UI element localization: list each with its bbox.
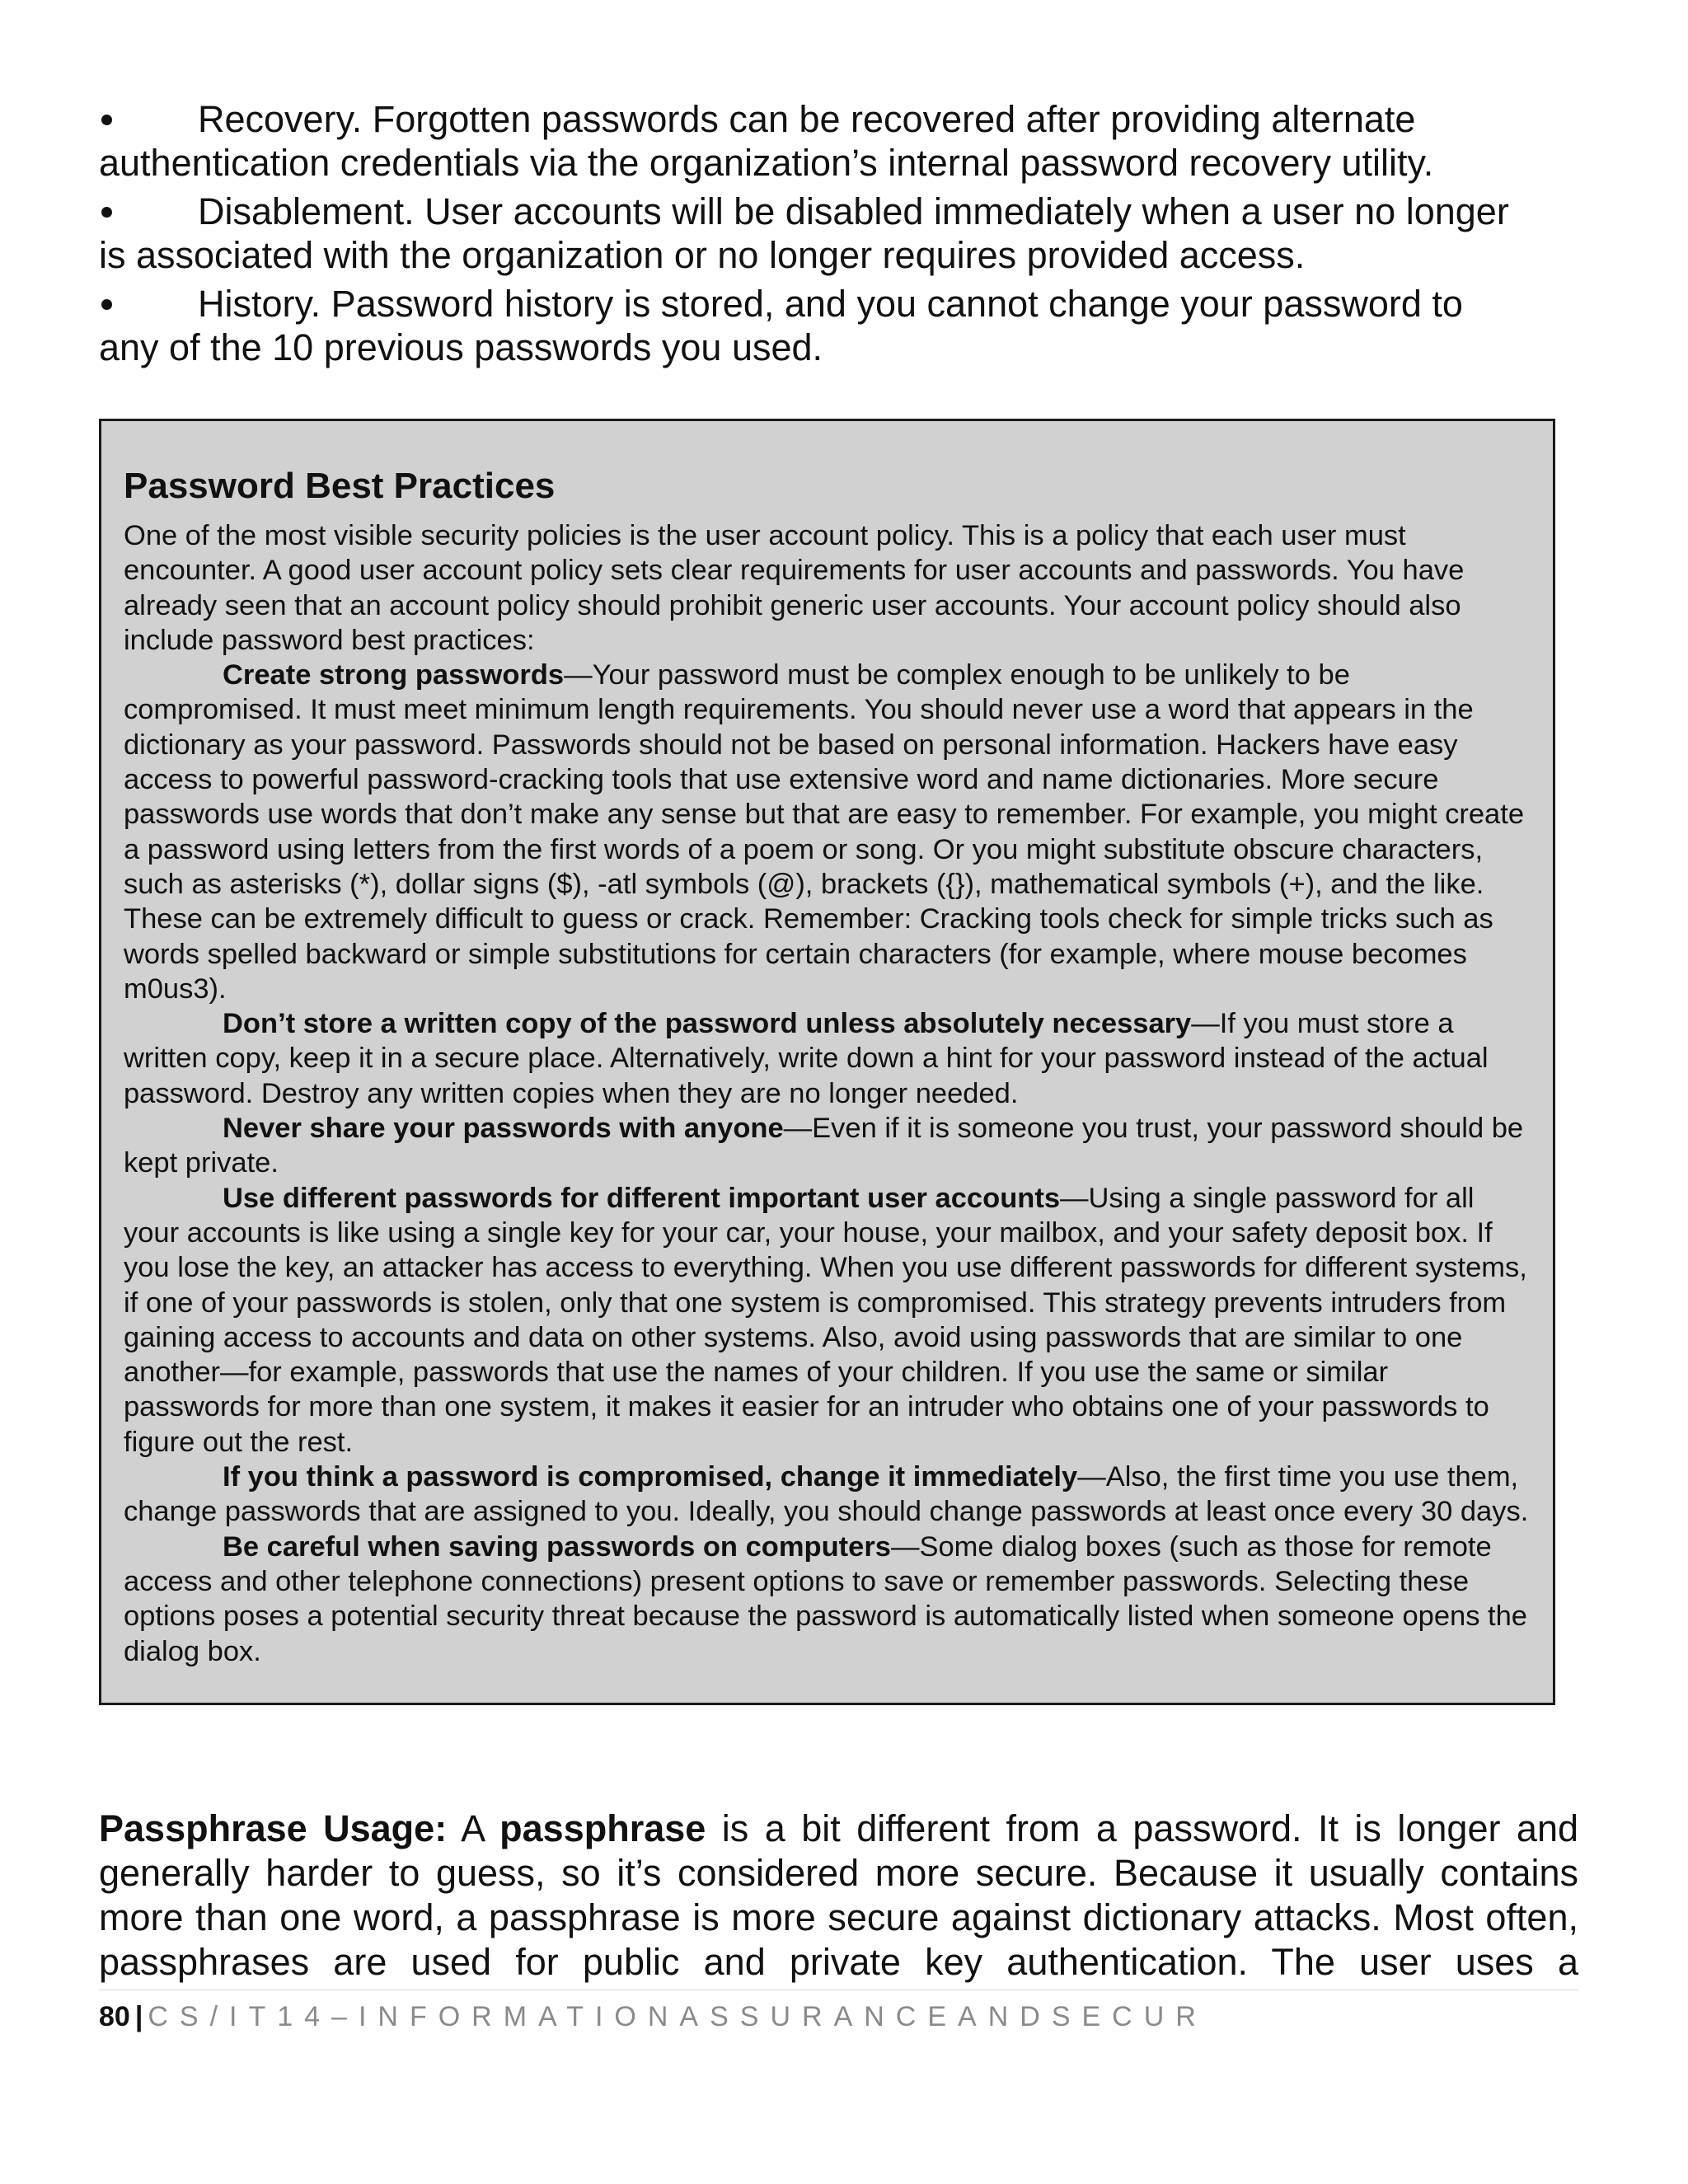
bullet-text: History. Password history is stored, and you cannot change your password to [198,283,1463,325]
practice-item [124,1111,1531,1181]
course-title: CS/IT14–INFORMATIONASSURANCEANDSECUR [148,2001,1207,2032]
list-item [99,97,1582,185]
bullet-icon [99,282,198,326]
bullet-text-continuation: is associated with the organization or no longer requires provided access. [99,234,1306,276]
practice-heading: If you think a password is compromised, change it immediately [223,1461,1078,1493]
practice-heading: Use different passwords for different important user accounts [223,1182,1061,1214]
practice-text: —Some dialog boxes (such as those for remote access and other telephone connections) present options to save or remember passwords. Selecting these options poses a potential security threat because the password is automatically listed when someone opens the dialog box. [124,1530,1527,1667]
best-practices-box [99,419,1555,1705]
practice-text: —Also, the first time you use them, change passwords that are assigned to you. Ideally, you should change passwords at least once every 30 days. [124,1461,1529,1528]
page-footer [99,2000,1207,2033]
practice-heading: Never share your passwords with anyone [223,1113,784,1145]
list-item [99,282,1582,369]
practice-item [124,1181,1531,1460]
practice-item [124,1460,1531,1530]
bullet-text: Disablement. User accounts will be disabled immediately when a user no longer [198,190,1509,232]
practice-item [124,1530,1531,1669]
practice-text: —Using a single password for all your accounts is like using a single key for your car, your house, your mailbox, and your safety deposit box. If you lose the key, an attacker has access to everything. When you use different passwords for different systems, if one of your passwords is stolen, only that one system is compromised. This strategy prevents intruders from gaining access to accounts and data on other systems. Also, avoid using passwords that are similar to one another—for example, passwords that use the names of your children. If you use the same or similar passwords for more than one system, it makes it easier for an intruder who obtains one of your passwords to figure out the rest. [124,1182,1527,1458]
practice-text: —If you must store a written copy, keep it in a secure place. Alternatively, write down a hint for your password instead of the actual password. Destroy any written copies when they are no longer needed. [124,1008,1489,1109]
practice-item [124,658,1531,1006]
passphrase-lead: A [447,1807,500,1849]
box-title: Password Best Practices [124,466,556,506]
bullet-icon [99,190,198,233]
bullet-text-continuation: any of the 10 previous passwords you used. [99,326,823,368]
practice-item [124,1006,1531,1111]
practice-heading: Don’t store a written copy of the password unless absolutely necessary [223,1008,1192,1040]
page-number: 80 [99,2001,130,2032]
bullet-list [99,97,1582,374]
practice-heading: Create strong passwords [223,659,565,691]
passphrase-paragraph [99,1807,1578,1985]
list-item [99,190,1582,277]
box-body [124,518,1531,1669]
passphrase-heading: Passphrase Usage: [99,1807,448,1849]
footer-separator: | [134,2001,143,2032]
bullet-icon [99,97,198,141]
bullet-text: Recovery. Forgotten passwords can be recovered after providing alternate [198,98,1416,140]
box-intro: One of the most visible security policies is the user account policy. This is a policy that each user must encounter. A good user account policy sets clear requirements for user accounts and passwords. You have already seen that an account policy should prohibit generic user accounts. Your account policy should also include password best practices: [124,520,1465,656]
practice-heading: Be careful when saving passwords on computers [223,1530,891,1563]
practice-text: —Your password must be complex enough to be unlikely to be compromised. It must meet minimum length requirements. You should never use a word that appears in the dictionary as your password. Passwords should not be based on personal information. Hackers have easy access to powerful password-cracking tools that use extensive word and name dictionaries. More secure passwords use words that don’t make any sense but that are easy to remember. For example, you might create a password using letters from the first words of a poem or song. Or you might substitute obscure characters, such as asterisks (*), dollar signs ($), -atl symbols (@), brackets ({}), mathematical symbols (+), and the like. These can be extremely difficult to guess or crack. Remember: Cracking tools check for simple tricks such as words spelled backward or simple substitutions for certain characters (for example, where mouse becomes m0us3). [124,659,1525,1005]
passphrase-text: is a bit different from a password. It is longer and generally harder to guess, so it’s considered more secure. Because it usually contains more than one word, a passphrase is more secure against dictionary attacks. Most often, passphrases are used for public and private key authentication. The user uses a [99,1807,1579,1983]
passphrase-term: passphrase [499,1807,706,1849]
bullet-text-continuation: authentication credentials via the organization’s internal password recovery utility. [99,142,1434,184]
practice-text: —Even if it is someone you trust, your password should be kept private. [124,1113,1524,1179]
